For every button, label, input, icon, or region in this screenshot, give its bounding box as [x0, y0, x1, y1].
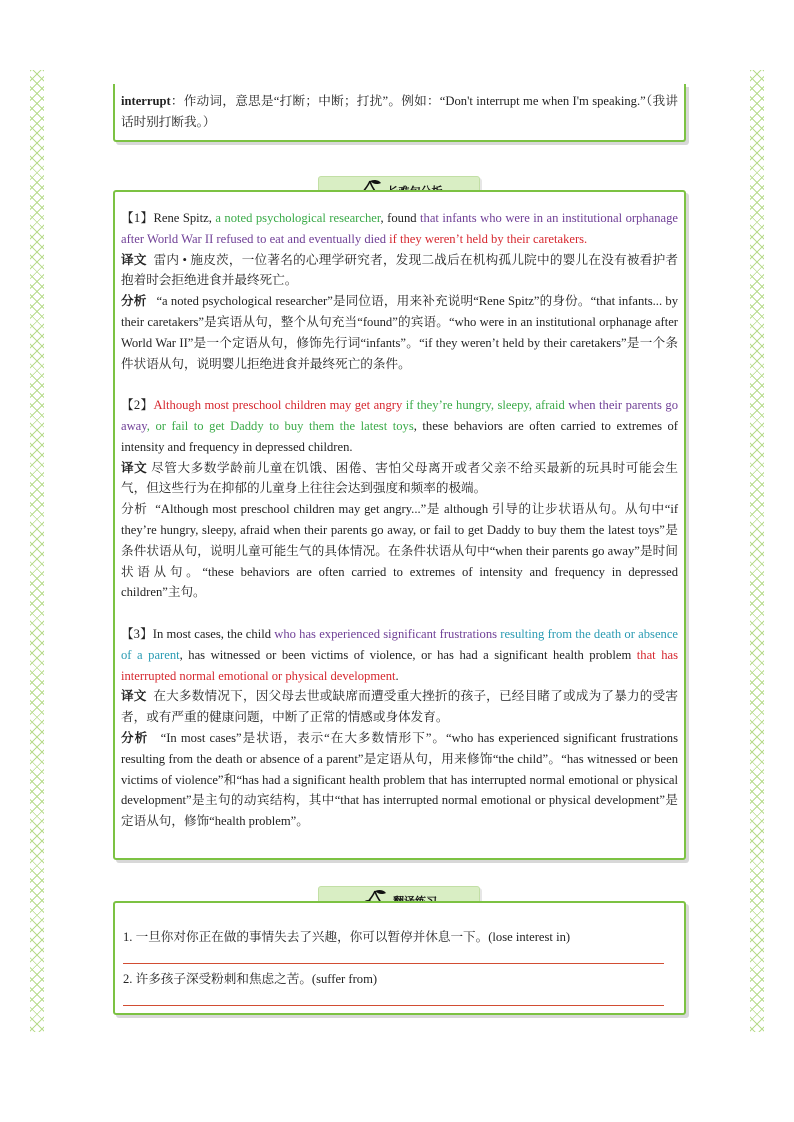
- analysis-text: “In most cases”是状语，表示“在大多数情形下”。“who has experienced significant frustrations resulting from the death or absence of a parent”是定语从句，用来修饰“the child”。“has witnessed or been victims of violence”和“has had a significant health problem that has interrupted normal emotional or physical development”是主句的动宾结构，其中“that has interrupted normal emotional or physical development”是定语从句，修饰“health problem”。: [121, 730, 679, 829]
- sentence-number: 【3】: [121, 626, 153, 641]
- participle-phrase-part: resulting from the death or absence of a parent: [121, 626, 679, 662]
- condition-clause-part: , or fail to get Daddy to buy them the latest toys: [146, 418, 414, 433]
- translation-label: 译文: [121, 689, 147, 704]
- analysis-3: [121, 728, 678, 832]
- vocab-word: interrupt: [121, 94, 171, 108]
- analysis-1: [121, 291, 678, 374]
- answer-line-2[interactable]: [123, 1005, 664, 1006]
- sentence-1: [121, 208, 678, 250]
- sentence-part: Rene Spitz,: [153, 211, 216, 225]
- main-clause-part: , these behaviors are often carried to extremes of intensity and frequency in depressed children.: [121, 418, 678, 454]
- sentence-3: [121, 624, 678, 686]
- appositive-part: a noted psychological researcher: [215, 211, 381, 225]
- translation-text: 雷内 • 施皮茨，一位著名的心理学研究者，发现二战后在机构孤儿院中的婴儿在没有被看护者抱着时会拒绝进食并最终死亡。: [121, 252, 679, 288]
- answer-line-1[interactable]: [123, 963, 664, 964]
- translation-practice-box: [113, 901, 686, 1015]
- translation-1: [121, 250, 678, 292]
- decorative-border-right: [750, 70, 764, 1032]
- analysis-label: 分析: [121, 730, 149, 745]
- sentence-number: 【2】: [121, 398, 154, 413]
- analysis-label: 分析: [121, 294, 147, 309]
- decorative-border-left: [30, 70, 44, 1032]
- analysis-2: [121, 499, 678, 603]
- exercise-question-2: 2. 许多孩子深受粉刺和焦虑之苦。(suffer from): [123, 972, 378, 986]
- vocab-note: [115, 84, 684, 133]
- exercise-question-1: 1. 一旦你对你正在做的事情失去了兴趣，你可以暂停并休息一下。(lose interest in): [123, 930, 571, 944]
- analysis-text: “a noted psychological researcher”是同位语，用来补充说明“Rene Spitz”的身份。“that infants... by their caretakers”是宾语从句，整个从句充当“found”的宾语。“who were in an institutional orphanage after World War II”是一个定语从句，修饰先行词“infants”。“if they weren’t held by their caretakers”是一个条件状语从句，说明婴儿拒绝进食并最终死亡的条件。: [121, 294, 678, 371]
- analysis-label: 分析: [121, 502, 148, 517]
- translation-text: 在大多数情况下，因父母去世或缺席而遭受重大挫折的孩子，已经目睹了或成为了暴力的受害者，或有严重的健康问题，中断了正常的情感或身体发育。: [121, 689, 679, 725]
- time-clause-part: when their parents go away: [121, 398, 679, 433]
- analysis-text: “Although most preschool children may get angry...”是 although 引导的让步状语从句。从句中“if they’re hungry, sleepy, afraid when their parents go away, or fail to get Daddy to buy them the latest toys”是条件状语从句，说明儿童可能生气的具体情况。在条件状语从句中“when their parents go away”是时间状语从句。“these behaviors are often carried to extremes of intensity and frequency in depressed children”主句。: [121, 502, 679, 600]
- main-clause-part: , has witnessed or been victims of violence, or has had a significant health problem: [179, 647, 637, 662]
- long-sentence-box: [113, 190, 686, 860]
- sentence-number: 【1】: [121, 211, 154, 225]
- sentence-1-block: [115, 192, 684, 832]
- vocab-definition: ：作动词，意思是“打断；中断；打扰”。例如：“Don't interrupt me when I'm speaking.”（我讲话时别打断我。）: [121, 94, 678, 129]
- concession-clause-part: Although most preschool children may get angry: [153, 398, 406, 413]
- sentence-part: In most cases, the child: [152, 626, 275, 641]
- translation-3: [121, 686, 678, 728]
- sentence-part: .: [395, 668, 399, 683]
- sentence-part: , found: [380, 211, 421, 225]
- attributive-clause-part: who has experienced significant frustrations: [274, 626, 501, 641]
- condition-clause-part: if they’re hungry, sleepy, afraid: [405, 398, 569, 413]
- attributive-clause-part: that has interrupted normal emotional or physical development: [121, 647, 678, 683]
- vocab-note-box: [113, 84, 686, 142]
- translation-text: 尽管大多数学龄前儿童在饥饿、困倦、害怕父母离开或者父亲不给买最新的玩具时可能会生气，但这些行为在抑郁的儿童身上往往会达到强度和频率的极端。: [121, 460, 679, 496]
- object-clause-part: that infants who were in an institutional orphanage after World War II refused to eat and eventually died: [121, 211, 679, 246]
- translation-2: [121, 458, 678, 500]
- translation-label: 译文: [121, 460, 148, 475]
- translation-label: 译文: [121, 252, 147, 267]
- sentence-2: [121, 395, 678, 457]
- condition-clause-part: if they weren’t held by their caretakers.: [389, 231, 588, 246]
